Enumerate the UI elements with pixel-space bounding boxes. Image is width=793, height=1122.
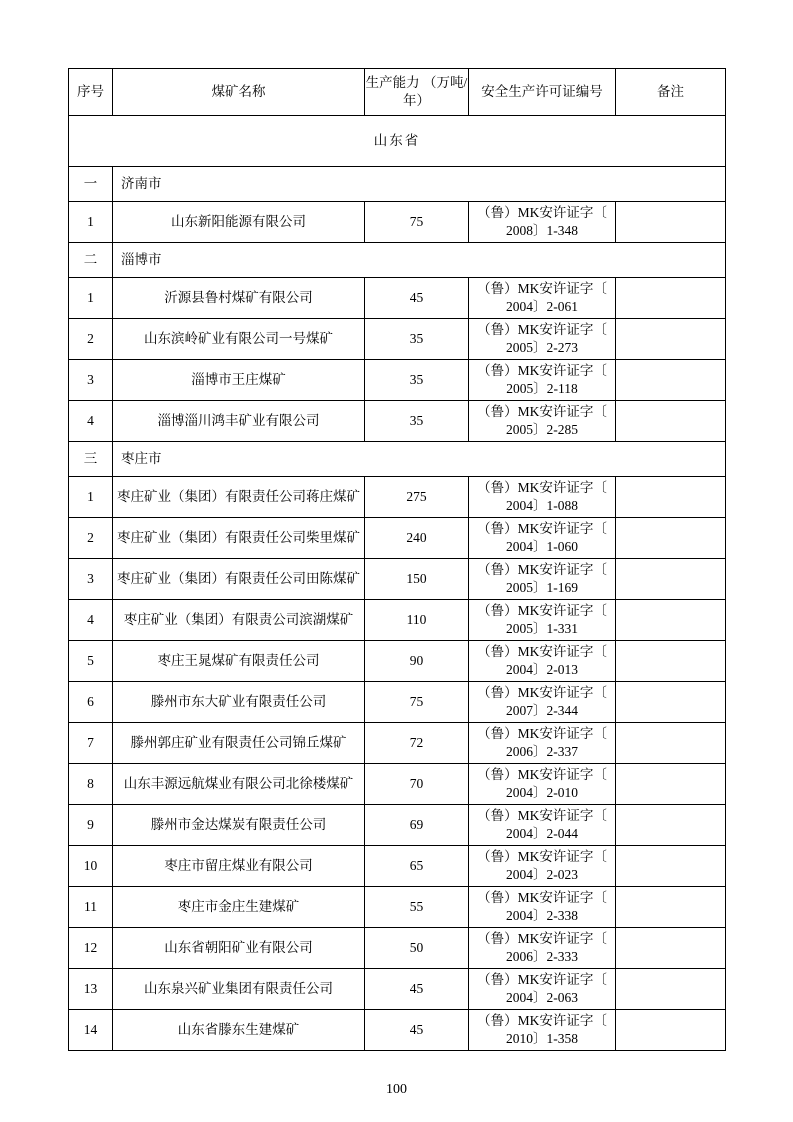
row-capacity: 75: [365, 202, 469, 243]
row-license-line1: （鲁）MK安许证字〔: [477, 889, 607, 905]
row-seq: 4: [69, 401, 113, 442]
row-license: [469, 1010, 616, 1051]
row-capacity: 72: [365, 723, 469, 764]
row-license: [469, 887, 616, 928]
header-note: 备注: [616, 69, 726, 116]
row-seq: 5: [69, 641, 113, 682]
city-section-row: [69, 243, 726, 278]
row-license-line2: 2004〕2-044: [506, 826, 578, 841]
row-seq: 12: [69, 928, 113, 969]
header-seq: 序号: [69, 69, 113, 116]
row-seq: 1: [69, 477, 113, 518]
table-row: [69, 928, 726, 969]
row-note: [616, 559, 726, 600]
row-seq: 3: [69, 559, 113, 600]
row-license: [469, 202, 616, 243]
row-license-line2: 2004〕1-060: [506, 539, 578, 554]
row-note: [616, 928, 726, 969]
row-license-line2: 2004〕2-338: [506, 908, 578, 923]
row-license-line2: 2005〕1-331: [506, 621, 578, 636]
row-note: [616, 764, 726, 805]
row-license-line1: （鲁）MK安许证字〔: [477, 643, 607, 659]
row-seq: 13: [69, 969, 113, 1010]
row-note: [616, 1010, 726, 1051]
row-seq: 8: [69, 764, 113, 805]
row-capacity: 35: [365, 401, 469, 442]
row-mine-name: 淄博市王庄煤矿: [113, 360, 365, 401]
row-capacity: 240: [365, 518, 469, 559]
table-row: [69, 887, 726, 928]
row-license-line2: 2004〕2-061: [506, 299, 578, 314]
row-capacity: 35: [365, 360, 469, 401]
table-row: [69, 969, 726, 1010]
row-seq: 10: [69, 846, 113, 887]
row-note: [616, 319, 726, 360]
row-license-line1: （鲁）MK安许证字〔: [477, 930, 607, 946]
row-license-line1: （鲁）MK安许证字〔: [477, 561, 607, 577]
table-row: [69, 1010, 726, 1051]
city-section-row: [69, 442, 726, 477]
table-row: [69, 477, 726, 518]
row-note: [616, 401, 726, 442]
row-capacity: 65: [365, 846, 469, 887]
header-capacity-line2: （万吨/年）: [403, 74, 468, 108]
row-license: [469, 682, 616, 723]
row-license: [469, 518, 616, 559]
province-name: 山东省: [69, 116, 726, 167]
row-license: [469, 723, 616, 764]
row-note: [616, 969, 726, 1010]
table-row: [69, 805, 726, 846]
row-mine-name: 山东滨岭矿业有限公司一号煤矿: [113, 319, 365, 360]
row-capacity: 45: [365, 969, 469, 1010]
row-license-line2: 2004〕1-088: [506, 498, 578, 513]
row-capacity: 69: [365, 805, 469, 846]
row-seq: 14: [69, 1010, 113, 1051]
table-row: [69, 723, 726, 764]
row-mine-name: 山东新阳能源有限公司: [113, 202, 365, 243]
header-name: 煤矿名称: [113, 69, 365, 116]
row-license-line1: （鲁）MK安许证字〔: [477, 684, 607, 700]
row-license-line1: （鲁）MK安许证字〔: [477, 280, 607, 296]
city-section-row: [69, 167, 726, 202]
city-name: 济南市: [113, 167, 726, 202]
row-license-line2: 2005〕2-273: [506, 340, 578, 355]
row-mine-name: 山东丰源远航煤业有限公司北徐楼煤矿: [113, 764, 365, 805]
row-license-line2: 2006〕2-337: [506, 744, 578, 759]
row-mine-name: 山东省朝阳矿业有限公司: [113, 928, 365, 969]
row-license-line2: 2005〕1-169: [506, 580, 578, 595]
row-license: [469, 319, 616, 360]
row-note: [616, 846, 726, 887]
row-license-line1: （鲁）MK安许证字〔: [477, 1012, 607, 1028]
table-row: [69, 846, 726, 887]
row-mine-name: 枣庄矿业（集团）有限责公司滨湖煤矿: [113, 600, 365, 641]
row-license-line1: （鲁）MK安许证字〔: [477, 766, 607, 782]
table-row: [69, 641, 726, 682]
row-license-line2: 2008〕1-348: [506, 223, 578, 238]
row-license-line2: 2004〕2-063: [506, 990, 578, 1005]
header-capacity: [365, 69, 469, 116]
city-index: 一: [69, 167, 113, 202]
row-license-line1: （鲁）MK安许证字〔: [477, 848, 607, 864]
row-license-line2: 2005〕2-285: [506, 422, 578, 437]
row-seq: 9: [69, 805, 113, 846]
row-mine-name: 滕州市金达煤炭有限责任公司: [113, 805, 365, 846]
row-license: [469, 360, 616, 401]
table-row: [69, 518, 726, 559]
row-license: [469, 600, 616, 641]
table-row: [69, 682, 726, 723]
row-capacity: 275: [365, 477, 469, 518]
row-license-line2: 2004〕2-010: [506, 785, 578, 800]
row-license-line1: （鲁）MK安许证字〔: [477, 602, 607, 618]
row-note: [616, 518, 726, 559]
table-row: [69, 202, 726, 243]
row-license: [469, 559, 616, 600]
coal-mine-table: [68, 68, 726, 1051]
row-mine-name: 滕州市东大矿业有限责任公司: [113, 682, 365, 723]
row-license-line1: （鲁）MK安许证字〔: [477, 479, 607, 495]
row-seq: 3: [69, 360, 113, 401]
row-license-line1: （鲁）MK安许证字〔: [477, 520, 607, 536]
row-seq: 4: [69, 600, 113, 641]
row-capacity: 55: [365, 887, 469, 928]
row-note: [616, 682, 726, 723]
row-mine-name: 枣庄矿业（集团）有限责任公司柴里煤矿: [113, 518, 365, 559]
row-license-line2: 2007〕2-344: [506, 703, 578, 718]
header-capacity-line1: 生产能力: [365, 74, 420, 90]
table-row: [69, 401, 726, 442]
row-seq: 11: [69, 887, 113, 928]
row-note: [616, 641, 726, 682]
province-row: [69, 116, 726, 167]
row-license: [469, 805, 616, 846]
row-mine-name: 枣庄王晁煤矿有限责任公司: [113, 641, 365, 682]
row-note: [616, 477, 726, 518]
row-capacity: 90: [365, 641, 469, 682]
row-license-line2: 2010〕1-358: [506, 1031, 578, 1046]
row-license-line1: （鲁）MK安许证字〔: [477, 807, 607, 823]
table-row: [69, 360, 726, 401]
row-license: [469, 928, 616, 969]
row-mine-name: 山东省滕东生建煤矿: [113, 1010, 365, 1051]
row-license-line1: （鲁）MK安许证字〔: [477, 971, 607, 987]
city-name: 枣庄市: [113, 442, 726, 477]
row-note: [616, 600, 726, 641]
row-mine-name: 淄博淄川鸿丰矿业有限公司: [113, 401, 365, 442]
city-index: 二: [69, 243, 113, 278]
row-license: [469, 641, 616, 682]
row-license: [469, 764, 616, 805]
row-license-line2: 2006〕2-333: [506, 949, 578, 964]
page-number: 100: [386, 1082, 407, 1097]
row-license-line1: （鲁）MK安许证字〔: [477, 204, 607, 220]
row-license-line2: 2004〕2-023: [506, 867, 578, 882]
row-license-line1: （鲁）MK安许证字〔: [477, 321, 607, 337]
row-seq: 7: [69, 723, 113, 764]
row-mine-name: 枣庄矿业（集团）有限责任公司田陈煤矿: [113, 559, 365, 600]
row-capacity: 45: [365, 1010, 469, 1051]
row-mine-name: 枣庄矿业（集团）有限责任公司蒋庄煤矿: [113, 477, 365, 518]
row-capacity: 50: [365, 928, 469, 969]
row-license-line1: （鲁）MK安许证字〔: [477, 403, 607, 419]
table-row: [69, 278, 726, 319]
row-license-line1: （鲁）MK安许证字〔: [477, 725, 607, 741]
row-license: [469, 969, 616, 1010]
row-capacity: 110: [365, 600, 469, 641]
row-seq: 6: [69, 682, 113, 723]
row-license-line1: （鲁）MK安许证字〔: [477, 362, 607, 378]
row-note: [616, 278, 726, 319]
row-mine-name: 枣庄市留庄煤业有限公司: [113, 846, 365, 887]
row-note: [616, 805, 726, 846]
row-capacity: 70: [365, 764, 469, 805]
row-mine-name: 滕州郭庄矿业有限责任公司锦丘煤矿: [113, 723, 365, 764]
row-capacity: 75: [365, 682, 469, 723]
row-seq: 1: [69, 202, 113, 243]
row-license: [469, 278, 616, 319]
row-seq: 1: [69, 278, 113, 319]
row-note: [616, 723, 726, 764]
row-license: [469, 477, 616, 518]
row-capacity: 150: [365, 559, 469, 600]
row-license: [469, 401, 616, 442]
row-mine-name: 沂源县鲁村煤矿有限公司: [113, 278, 365, 319]
row-seq: 2: [69, 518, 113, 559]
table-row: [69, 764, 726, 805]
row-capacity: 35: [365, 319, 469, 360]
row-license-line2: 2005〕2-118: [506, 381, 578, 396]
row-note: [616, 202, 726, 243]
header-license: 安全生产许可证编号: [469, 69, 616, 116]
table-row: [69, 319, 726, 360]
row-note: [616, 887, 726, 928]
row-license-line2: 2004〕2-013: [506, 662, 578, 677]
row-note: [616, 360, 726, 401]
row-seq: 2: [69, 319, 113, 360]
table-header-row: [69, 69, 726, 116]
row-capacity: 45: [365, 278, 469, 319]
row-license: [469, 846, 616, 887]
table-row: [69, 559, 726, 600]
city-index: 三: [69, 442, 113, 477]
row-mine-name: 枣庄市金庄生建煤矿: [113, 887, 365, 928]
city-name: 淄博市: [113, 243, 726, 278]
row-mine-name: 山东泉兴矿业集团有限责任公司: [113, 969, 365, 1010]
table-row: [69, 600, 726, 641]
